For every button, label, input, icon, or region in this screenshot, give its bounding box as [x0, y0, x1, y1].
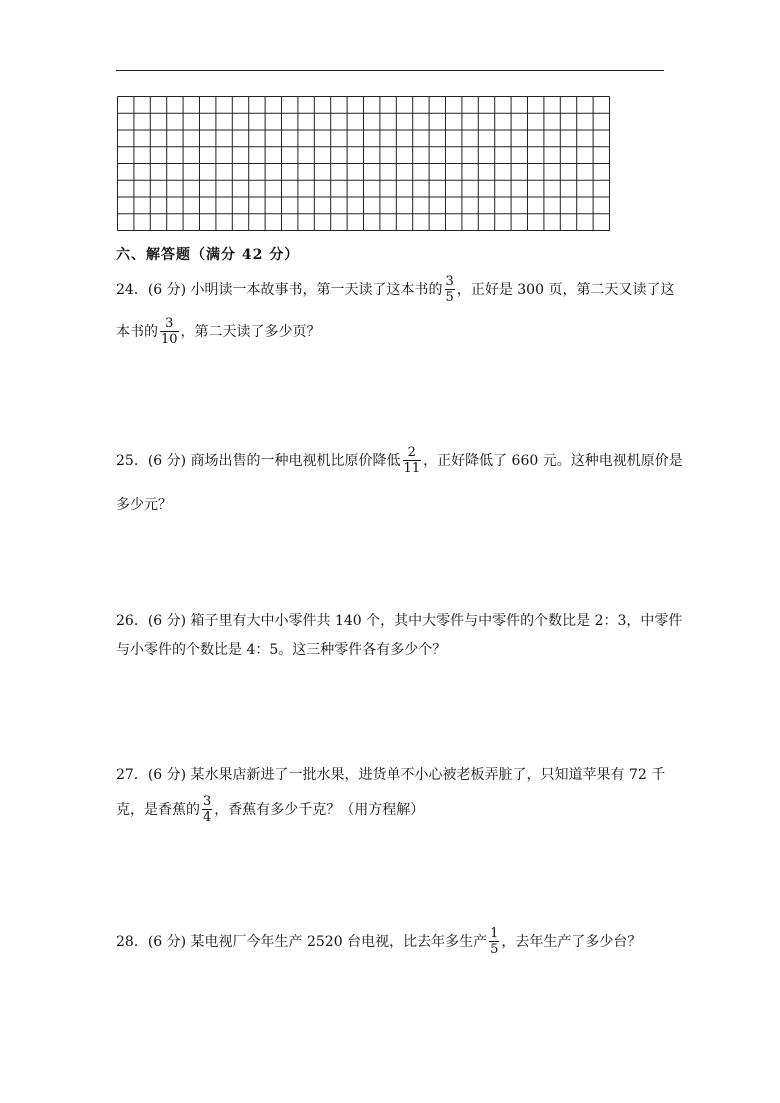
fraction-numerator: 1 — [490, 926, 499, 941]
q25-fraction — [403, 445, 422, 476]
q27-text-b: 克，是香蕉的 — [116, 801, 200, 818]
q24-text-d: ，第二天读了多少页？ — [180, 323, 321, 340]
fraction-numerator: 3 — [445, 274, 454, 289]
q28-text-b: ，去年生产了多少台？ — [501, 933, 642, 950]
q27-fraction — [202, 794, 212, 825]
q24-text-b: ，正好是 300 页，第二天又读了这 — [456, 281, 675, 298]
question-28 — [116, 926, 641, 957]
fraction-denominator: 10 — [161, 332, 178, 347]
question-24-line-2 — [116, 316, 321, 347]
question-28-line-1 — [116, 926, 641, 957]
q27-text-a: 27．(6 分) 某水果店新进了一批水果，进货单不小心被老板弄脏了，只知道苹果有 72 千 — [116, 767, 666, 783]
q27-text-c: ，香蕉有多少千克？（用方程解） — [214, 801, 425, 818]
question-25-line-1 — [116, 445, 683, 476]
question-27 — [116, 766, 665, 784]
q24-text-a: 24．(6 分) 小明读一本故事书，第一天读了这本书的 — [116, 281, 443, 298]
fraction-numerator: 3 — [203, 794, 212, 809]
fraction-numerator: 2 — [407, 445, 416, 460]
q25-text-c: 多少元？ — [116, 497, 172, 513]
section-title: 六、解答题（满分 42 分） — [116, 247, 300, 263]
q26-text-a: 26．(6 分) 箱子里有大中小零件共 140 个，其中大零件与中零件的个数比是 2：3，中零件 — [116, 613, 683, 629]
grid-lines — [117, 96, 610, 231]
question-27-line-2 — [116, 794, 424, 825]
question-24-line-1 — [116, 274, 674, 305]
fraction-numerator: 3 — [165, 316, 174, 331]
q28-text-a: 28．(6 分) 某电视厂今年生产 2520 台电视，比去年多生产 — [116, 933, 488, 950]
q24-text-c: 本书的 — [116, 323, 158, 340]
fraction-denominator: 5 — [445, 290, 454, 305]
answer-grid — [117, 96, 610, 231]
question-24 — [116, 274, 674, 305]
q25-text-b: ，正好降低了 660 元。这种电视机原价是 — [423, 452, 683, 469]
question-24-cont — [116, 316, 321, 347]
question-26 — [116, 612, 682, 630]
question-25-cont — [116, 496, 172, 514]
fraction-denominator: 5 — [490, 942, 499, 957]
q24-fraction-2 — [160, 316, 179, 347]
q24-fraction-1 — [445, 274, 455, 305]
question-27-cont — [116, 794, 424, 825]
fraction-denominator: 4 — [203, 810, 212, 825]
question-26-cont — [116, 641, 446, 659]
header-rule — [116, 70, 664, 71]
question-25 — [116, 445, 683, 476]
q28-fraction — [489, 926, 499, 957]
q25-text-a: 25．(6 分) 商场出售的一种电视机比原价降低 — [116, 452, 401, 469]
q26-text-b: 与小零件的个数比是 4：5。这三种零件各有多少个？ — [116, 642, 447, 658]
fraction-denominator: 11 — [403, 461, 421, 476]
